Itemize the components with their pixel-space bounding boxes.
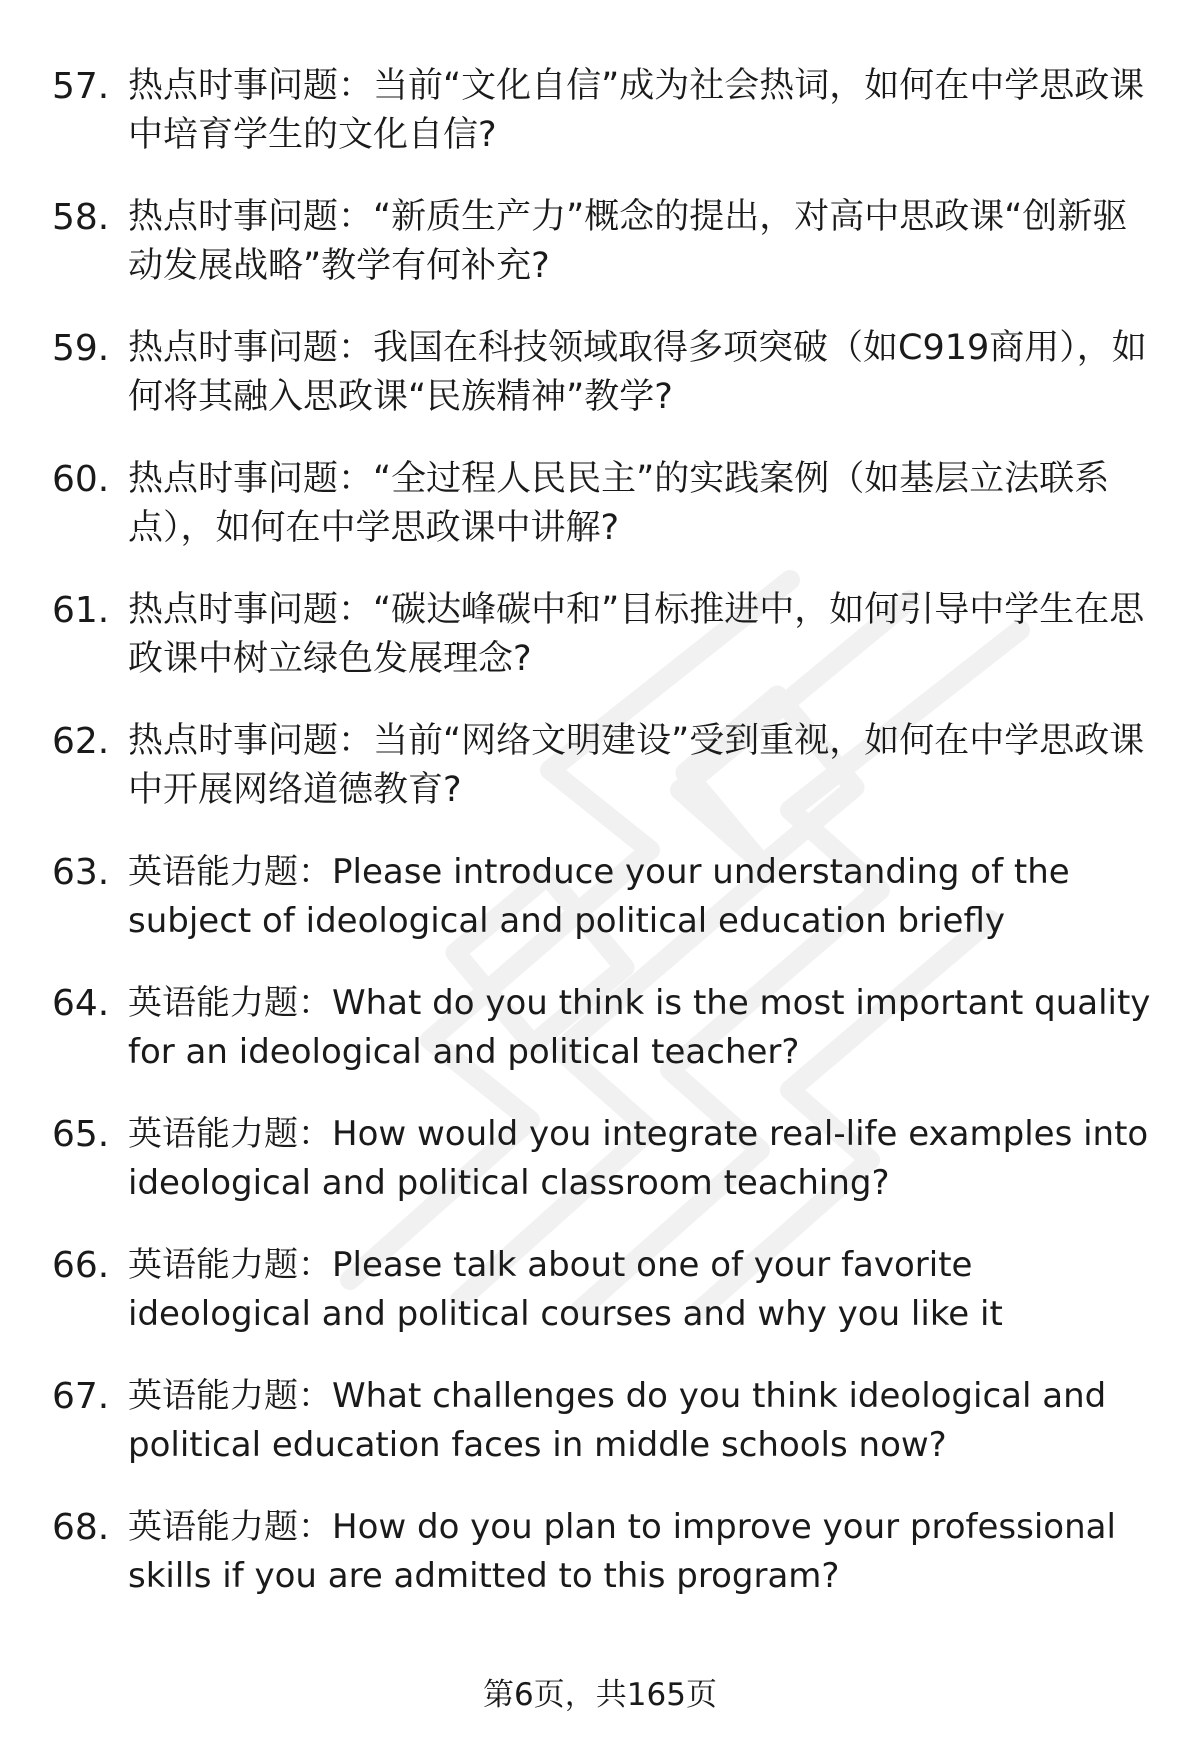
question-text: 热点时事问题：当前“文化自信”成为社会热词，如何在中学思政课中培育学生的文化自信? — [128, 66, 1145, 155]
question-text: 英语能力题：What do you think is the most important quality for an ideological and political teacher? — [128, 983, 1151, 1072]
question-item — [0, 1372, 1200, 1503]
question-item — [0, 717, 1200, 848]
question-item — [0, 1503, 1200, 1634]
question-number: 66. — [52, 1245, 110, 1286]
question-item — [0, 324, 1200, 455]
question-list — [0, 62, 1200, 1634]
question-number: 65. — [52, 1114, 110, 1155]
question-item — [0, 848, 1200, 979]
question-text: 英语能力题：How would you integrate real-life examples into ideological and political classroom teaching? — [128, 1114, 1149, 1203]
question-number: 63. — [52, 852, 110, 893]
question-number: 57. — [52, 66, 110, 107]
question-text: 英语能力题：Please introduce your understanding of the subject of ideological and political education briefly — [128, 852, 1070, 941]
question-text: 热点时事问题：当前“网络文明建设”受到重视，如何在中学思政课中开展网络道德教育? — [128, 721, 1145, 810]
question-item — [0, 586, 1200, 717]
question-item — [0, 193, 1200, 324]
question-text: 英语能力题：Please talk about one of your favorite ideological and political courses and why you like it — [128, 1245, 1003, 1334]
question-item — [0, 1241, 1200, 1372]
question-text: 热点时事问题：我国在科技领域取得多项突破（如C919商用），如何将其融入思政课“民族精神”教学? — [128, 328, 1147, 417]
question-item — [0, 1110, 1200, 1241]
question-text: 热点时事问题：“新质生产力”概念的提出，对高中思政课“创新驱动发展战略”教学有何补充? — [128, 197, 1128, 286]
question-item — [0, 62, 1200, 193]
question-number: 59. — [52, 328, 110, 369]
question-item — [0, 455, 1200, 586]
question-text: 热点时事问题：“碳达峰碳中和”目标推进中，如何引导中学生在思政课中树立绿色发展理念? — [128, 590, 1145, 679]
question-number: 61. — [52, 590, 110, 631]
question-number: 60. — [52, 459, 110, 500]
question-number: 58. — [52, 197, 110, 238]
question-text: 热点时事问题：“全过程人民民主”的实践案例（如基层立法联系点），如何在中学思政课中讲解? — [128, 459, 1110, 548]
question-number: 68. — [52, 1507, 110, 1548]
question-text: 英语能力题：How do you plan to improve your professional skills if you are admitted to this program? — [128, 1507, 1116, 1596]
question-number: 64. — [52, 983, 110, 1024]
question-item — [0, 979, 1200, 1110]
question-number: 62. — [52, 721, 110, 762]
question-text: 英语能力题：What challenges do you think ideological and political education faces in middle schools now? — [128, 1376, 1107, 1465]
page-number-footer: 第6页，共165页 — [483, 1677, 717, 1713]
question-number: 67. — [52, 1376, 110, 1417]
